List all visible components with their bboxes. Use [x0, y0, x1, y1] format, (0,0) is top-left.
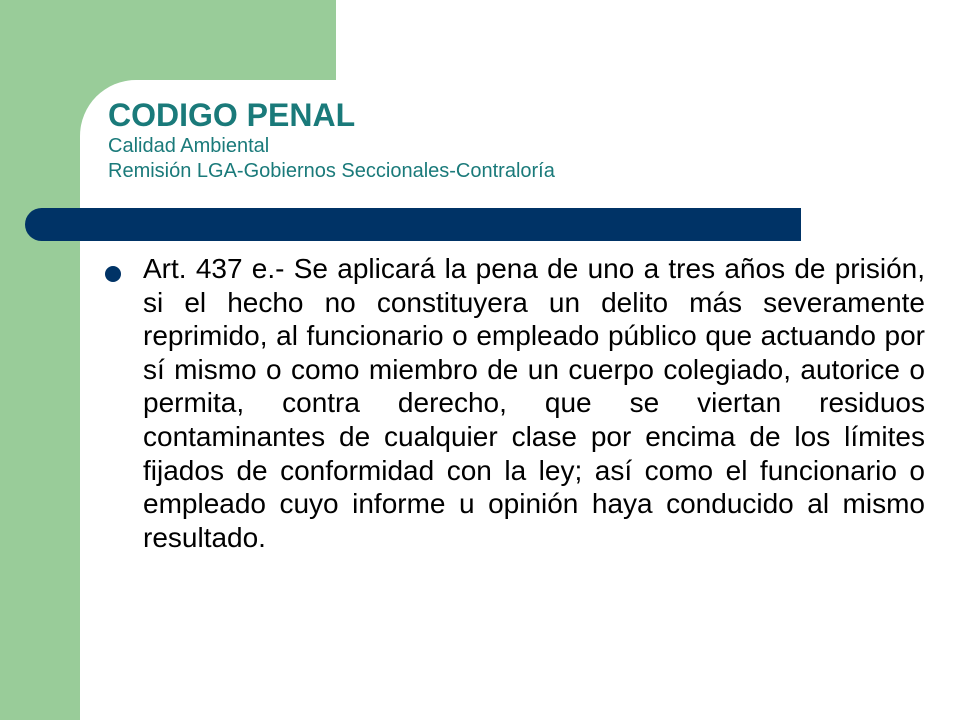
bullet-text: Art. 437 e.- Se aplicará la pena de uno a tres años de prisión, si el hecho no constituyera un delito más severamente reprimido, al funcionario o empleado público que actuando por sí mismo o como miembro de un cuerpo colegiado, autorice o permita, contra derecho, que se viertan residuos contaminantes de cualquier clase por encima de los límites fijados de conformidad con la ley; así como el funcionario o empleado cuyo informe u opinión haya conducido al mismo resultado.: [143, 253, 925, 553]
bullet-dot-icon: [105, 266, 121, 282]
slide-subtitle-2: Remisión LGA-Gobiernos Seccionales-Contraloría: [108, 160, 555, 182]
bullet-item: [105, 252, 925, 554]
slide-subtitle-1: Calidad Ambiental: [108, 135, 270, 157]
bullet-list: [105, 252, 925, 554]
green-decoration-left: [0, 0, 80, 720]
title-block: [108, 96, 908, 184]
slide-title: CODIGO PENAL: [108, 97, 356, 133]
title-divider-bar: [25, 208, 801, 241]
